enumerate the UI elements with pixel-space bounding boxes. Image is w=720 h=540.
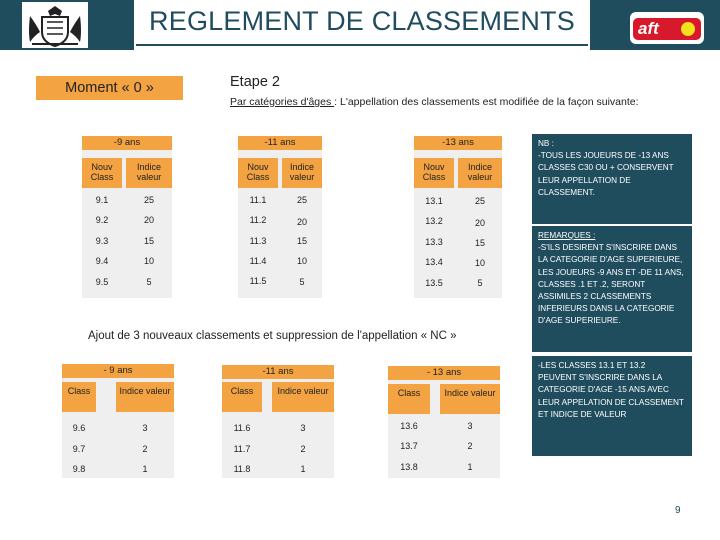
table-cell: 15 [296,236,307,246]
table-cell: 9.1 [95,195,109,205]
table-cell: 9.2 [95,215,109,225]
table-cell: 2 [142,444,148,454]
top-table-11-header-indice: Indice valeur [282,158,322,188]
table-cell: 25 [474,196,485,206]
table-cell: 9.7 [72,444,86,454]
remarques-note-box [532,226,692,352]
table-cell: 1 [467,462,473,472]
table-cell: 10 [296,256,307,266]
top-table-11-header-class: Nouv Class [238,158,278,188]
table-cell: 3 [467,421,473,431]
table-cell: 13.5 [425,278,443,288]
bottom-table-title-11: -11 ans [222,365,334,379]
table-cell: 9.6 [72,423,86,433]
table-cell: 11.8 [233,464,251,474]
table-cell: 11.7 [233,444,251,454]
moment-label: Moment « 0 » [36,76,183,100]
table-cell: 10 [143,256,154,266]
table-cell: 13.6 [400,421,418,431]
table-cell: 11.1 [249,195,267,205]
bottom-table-9-header-class: Class [62,382,96,412]
title-underline [136,44,588,46]
bottom-table-9-header-indice: Indice valeur [116,382,174,412]
table-cell: 5 [299,277,305,287]
top-table-title-11: -11 ans [238,136,322,150]
top-table-9-header-indice: Indice valeur [126,158,172,188]
bottom-table-11-header-indice: Indice valeur [272,382,334,412]
coat-of-arms-logo [22,2,88,48]
etape-label: Etape 2 [230,74,280,90]
bottom-table-13-header-indice: Indice valeur [440,384,500,414]
table-cell: 9.8 [72,464,86,474]
table-cell: 20 [296,217,307,227]
category-note-rest: : L'appellation des classements est modifiée de la façon suivante: [334,96,639,108]
les-note-box [532,356,692,456]
bottom-table-title-13: - 13 ans [388,366,500,380]
table-cell: 11.5 [249,276,267,286]
table-cell: 13.3 [425,237,443,247]
remarques-text: -S'ILS DESIRENT S'INSCRIRE DANS LA CATEGORIE D'AGE SUPERIEURE, LES JOUEURS -9 ANS ET -DE 11 ANS, CLASSES .1 ET .2, SERONT ASSIMILES 2 CLASSEMENTS INFERIEURS DANS LA CATEGORIE D'AGE SUPERIEURE. [538,243,684,326]
table-cell: 10 [474,258,485,268]
table-cell: 20 [474,218,485,228]
table-cell: 25 [143,195,154,205]
table-cell: 3 [300,423,306,433]
remarques-title: REMARQUES : [538,231,596,240]
table-cell: 1 [300,464,306,474]
table-cell: 13.4 [425,257,443,267]
table-cell: 9.4 [95,256,109,266]
table-cell: 3 [142,423,148,433]
table-cell: 11.4 [249,256,267,266]
top-table-9-header-class: Nouv Class [82,158,122,188]
table-cell: 1 [142,464,148,474]
top-table-13-header-indice: Indice valeur [458,158,502,188]
nb-note-box [532,134,692,224]
bottom-table-11-header-class: Class [222,382,262,412]
table-cell: 13.1 [425,196,443,206]
table-cell: 15 [474,238,485,248]
table-cell: 13.2 [425,216,443,226]
table-cell: 11.6 [233,423,251,433]
table-cell: 5 [477,278,483,288]
category-note [230,96,639,108]
table-cell: 20 [143,215,154,225]
nb-title: NB : [538,139,554,148]
table-cell: 13.7 [400,441,418,451]
table-cell: 2 [467,441,473,451]
page-number: 9 [675,505,681,516]
nb-text: -TOUS LES JOUEURS DE -13 ANS CLASSES C30 OU + CONSERVENT LEUR APPELLATION DE CLASSEMENT. [538,151,674,197]
les-text: -LES CLASSES 13.1 ET 13.2 PEUVENT S'INSCRIRE DANS LA CATEGORIE D'AGE -15 ANS AVEC LEUR APPELATION DE CLASSEMENT ET INDICE DE VALEUR [538,361,684,419]
table-cell: 9.3 [95,236,109,246]
aft-logo-text: aft [638,19,659,38]
ajout-text: Ajout de 3 nouveaux classements et suppression de l'appellation « NC » [88,330,457,342]
bottom-table-13-header-class: Class [388,384,430,414]
top-table-13-header-class: Nouv Class [414,158,454,188]
bottom-table-title-9: - 9 ans [62,364,174,378]
table-cell: 9.5 [95,277,109,287]
category-note-underlined: Par catégories d'âges [230,96,335,108]
top-table-title-13: -13 ans [414,136,502,150]
table-cell: 15 [143,236,154,246]
table-cell: 25 [296,195,307,205]
table-cell: 13.8 [400,462,418,472]
table-cell: 5 [146,277,152,287]
table-cell: 2 [300,444,306,454]
table-cell: 11.3 [249,236,267,246]
top-table-title-9: -9 ans [82,136,172,150]
page-title: REGLEMENT DE CLASSEMENTS [149,6,575,36]
table-cell: 11.2 [249,215,267,225]
